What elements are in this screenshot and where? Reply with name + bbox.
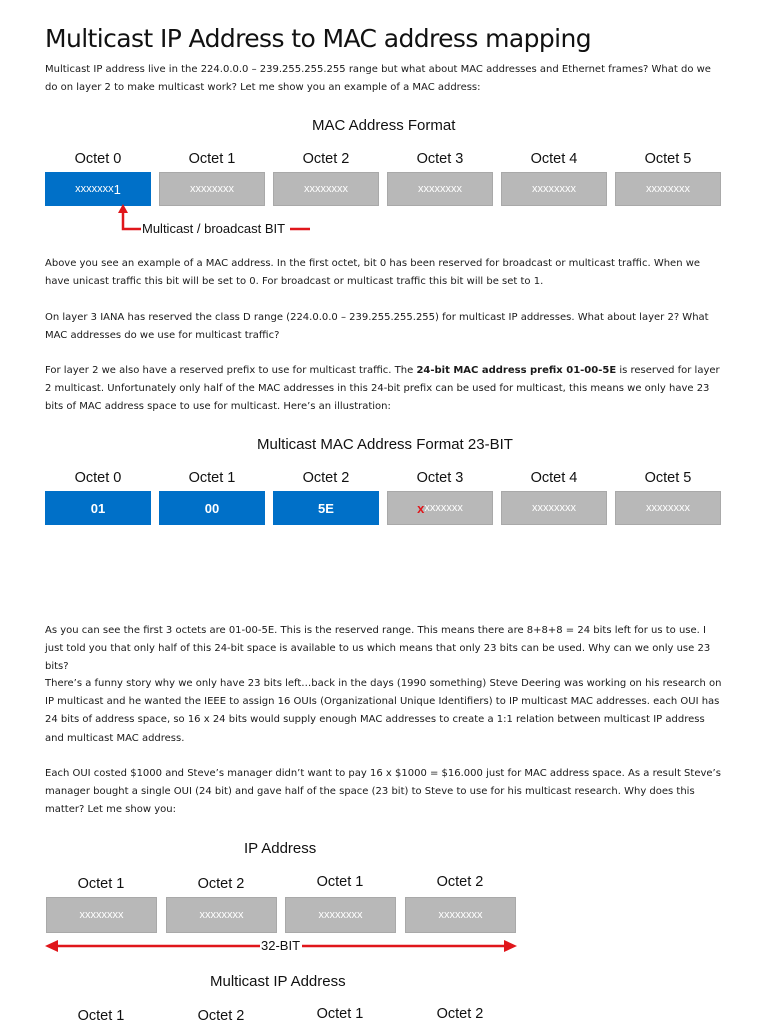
octet-label: Octet 5 [644, 151, 692, 167]
octet-label: Octet 2 [436, 874, 484, 890]
octet-label: Octet 2 [302, 470, 350, 486]
octet-label: Octet 5 [644, 470, 692, 486]
octet-label: Octet 0 [74, 470, 122, 486]
octet-box: xxxxxxxx [405, 897, 516, 933]
octet-label: Octet 0 [74, 151, 122, 167]
octet-bits: xxxxxxx [424, 502, 463, 514]
emphasis: 24-bit MAC address prefix 01-00-5E [416, 365, 617, 376]
octet-label: Octet 2 [436, 1006, 484, 1022]
paragraph: For layer 2 we also have a reserved prefix to use for multicast traffic. The 24-bit MAC address prefix 01-00-5E is reserved for layer 2 multicast. Unfortunately only half of the MAC addresses in this 24-bit prefix can be used for multicast, this means we only have 23 bits of MAC address space to use for multicast. Here’s an illustration: [45, 365, 720, 413]
octet-label: Octet 1 [316, 1006, 364, 1022]
octet-label: Octet 1 [316, 874, 364, 890]
octet-label: Octet 3 [416, 151, 464, 167]
octet-bits: xxxxxxx [75, 183, 114, 195]
intro-paragraph: Multicast IP address live in the 224.0.0.0 – 239.255.255.255 range but what about MAC addresses and Ethernet frames? What do we do on layer 2 to make multicast work? Let me show you an example of a MAC address: [45, 64, 711, 94]
octet-box: xxxxxxxx [501, 172, 607, 206]
octet-box: xxxxxxxx [615, 491, 721, 525]
paragraph: On layer 3 IANA has reserved the class D range (224.0.0.0 – 239.255.255.255) for multicast IP addresses. What about layer 2? What MAC addresses do we use for multicast traffic? [45, 312, 709, 342]
octet-label: Octet 1 [188, 470, 236, 486]
figure-title: IP Address [244, 840, 317, 857]
reserved-bit-mark: x [417, 500, 425, 516]
octet-label: Octet 2 [197, 876, 245, 892]
octet-box: xxxxxxxx [273, 172, 379, 206]
octet-box: xxxxxxxx [159, 172, 265, 206]
figure-title: Multicast MAC Address Format 23-BIT [257, 436, 513, 453]
paragraph: Each OUI costed $1000 and Steve’s manager didn’t want to pay 16 x $1000 = $16.000 just for MAC address space. As a result Steve’s manager bought a single OUI (24 bit) and gave half of the space (23 bit) to Steve to use for his multicast research. Why does this matter? Let me show you: [45, 768, 721, 816]
annotation-label: Multicast / broadcast BIT [142, 221, 286, 236]
paragraph: As you can see the first 3 octets are 01-00-5E. This is the reserved range. This means there are 8+8+8 = 24 bits left for us to use. I just told you that only half of this 24-bit space is available to us which means that only 23 bits can be used. Why can we only use 23 bits? [45, 625, 711, 673]
octet-label: Octet 3 [416, 470, 464, 486]
octet-box: xxxxxxxx [387, 172, 493, 206]
octet-box: xxxxxxxx [166, 897, 277, 933]
octet-box: xxxxxxxx [46, 897, 157, 933]
octet-label: Octet 2 [197, 1008, 245, 1024]
multicast-bit: 1 [113, 181, 121, 197]
prefix-octet-box: 5E [273, 491, 379, 525]
prefix-octet-box: 01 [45, 491, 151, 525]
octet-label: Octet 2 [302, 151, 350, 167]
figure-title: Multicast IP Address [210, 973, 346, 990]
page-title: Multicast IP Address to MAC address mapping [45, 24, 591, 53]
octet-label: Octet 4 [530, 151, 578, 167]
octet-label: Octet 1 [188, 151, 236, 167]
octet-box: xxxxxxxx [501, 491, 607, 525]
octet-label: Octet 4 [530, 470, 578, 486]
octet-box: xxxxxxxx [285, 897, 396, 933]
span-label: 32-BIT [261, 938, 301, 953]
octet-label: Octet 1 [77, 876, 125, 892]
figure-title: MAC Address Format [312, 117, 456, 134]
octet-box: xxxxxxxx [615, 172, 721, 206]
paragraph: Above you see an example of a MAC address. In the first octet, bit 0 has been reserved for broadcast or multicast traffic. When we have unicast traffic this bit will be set to 0. For broadcast or multicast traffic this bit will be set to 1. [45, 258, 701, 288]
octet-label: Octet 1 [77, 1008, 125, 1024]
paragraph: There’s a funny story why we only have 23 bits left…back in the days (1990 something) Steve Deering was working on his research on IP multicast and he wanted the IEEE to assign 16 OUIs (Organizational Unique Identifiers) to IP multicast MAC addresses. each OUI has 24 bits of address space, so 16 x 24 bits would supply enough MAC addresses to create a 1:1 relation between multicast IP address and multicast MAC address. [45, 678, 722, 744]
prefix-octet-box: 00 [159, 491, 265, 525]
